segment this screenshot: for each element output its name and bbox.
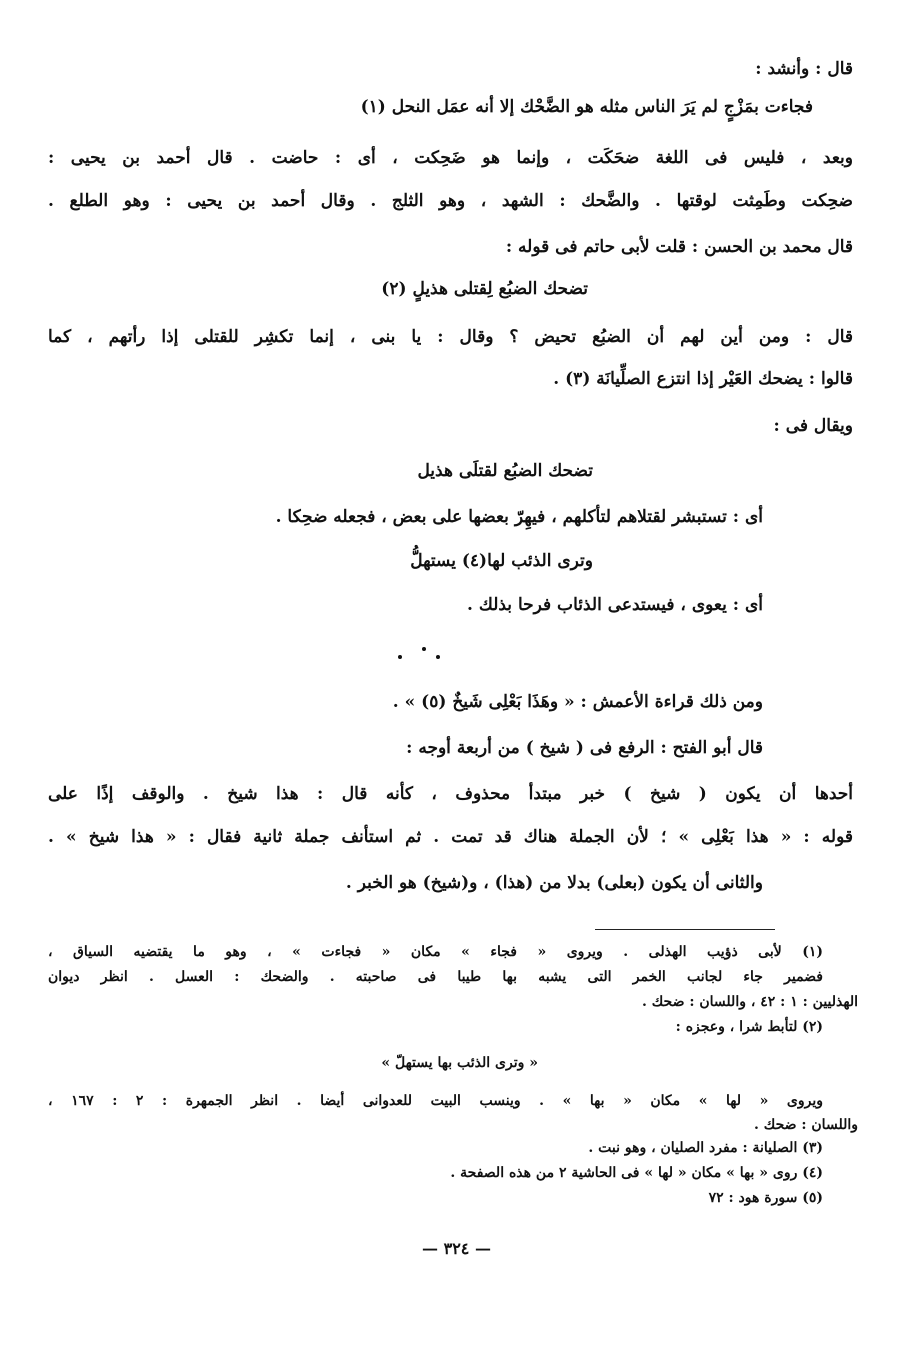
text-line: أى : تستبشر لقتلاهم لتأكلهم ، فيهِرّ بعضها على بعض ، فجعله ضحِكا . — [275, 507, 763, 527]
section-separator — [390, 646, 450, 666]
text-line: وبعد ، فليس فى اللغة ضحَكَت ، وإنما هو ضَحِكت ، أى : حاضت . قال أحمد بن يحيى : — [48, 148, 853, 168]
footnote-line: واللسان : ضحك . — [754, 1117, 858, 1133]
footnote-line: (١) لأبى ذؤيب الهذلى . ويروى « فجاء » مكان « فجاءت » ، وهو ما يقتضيه السياق ، — [48, 944, 823, 960]
text-line: ضحِكت وطَمِثت لوقتها . والضَّحك : الشهد ، وهو الثلج . وقال أحمد بن يحيى : وهو الطلع . — [48, 191, 853, 211]
text-line: قالوا : يضحك العَيْر إذا انتزع الصلِّيانَة (٣) . — [553, 369, 853, 389]
verse-line: فجاءت بمَزْجٍ لم يَرَ الناس مثله هو الضَّحْك إلا أنه عمَل النحل (١) — [360, 97, 813, 117]
verse-line: تضحك الضبُع لِقتلى هذيلٍ (٢) — [381, 279, 588, 299]
footnote-line: الهذليين : ١ : ٤٢ ، واللسان : ضحك . — [642, 994, 858, 1010]
text-line: قال محمد بن الحسن : قلت لأبى حاتم فى قوله : — [505, 237, 853, 257]
text-line: قال : ومن أين لهم أن الضبُع تحيض ؟ وقال : يا بنى ، إنما تكشِر للقتلى إذا رأتهم ، كما — [48, 327, 853, 347]
footnote-verse: « وترى الذئب بها يستهلّ » — [381, 1055, 538, 1071]
verse-line: تضحك الضبُع لقتلَى هذيل — [417, 461, 593, 481]
footnote-line: (٥) سورة هود : ٧٢ — [708, 1190, 823, 1206]
footnote-line: (٣) الصليانة : مفرد الصليان ، وهو نبت . — [588, 1140, 823, 1156]
text-line: ومن ذلك قراءة الأعمش : « وهَذَا بَعْلِى شَيخٌ (٥) » . — [392, 692, 763, 712]
footnote-line: (٤) روى « بها » مكان « لها » فى الحاشية ٢ من هذه الصفحة . — [450, 1165, 823, 1181]
footnote-line: فضمير جاء لجانب الخمر التى يشبه بها طيبا فى صاحبته . والضحك : العسل . انظر ديوان — [48, 969, 823, 985]
page-number: — ٣٢٤ — — [422, 1239, 491, 1258]
verse-line: وترى الذئب لها(٤) يستهلُّ — [410, 551, 593, 571]
text-line: أى : يعوى ، فيستدعى الذئاب فرحا بذلك . — [467, 595, 763, 615]
footnote-line: ويروى « لها » مكان « بها » . وينسب البيت للعدوانى أيضا . انظر الجمهرة : ٢ : ١٦٧ ، — [48, 1093, 823, 1109]
footnote-separator — [595, 929, 775, 930]
text-line: والثانى أن يكون (بعلى) بدلا من (هذا) ، و(شيخ) هو الخبر . — [345, 873, 763, 893]
text-line: أحدها أن يكون ( شيخ ) خبر مبتدأ محذوف ، كأنه قال : هذا شيخ . والوقف إذًا على — [48, 784, 853, 804]
text-line: ويقال فى : — [773, 416, 853, 436]
text-line: قوله : « هذا بَعْلِى » ؛ لأن الجملة هناك قد تمت . ثم استأنف جملة ثانية فقال : « هذا شيخ » . — [48, 827, 853, 847]
text-line: قال أبو الفتح : الرفع فى ( شيخ ) من أربعة أوجه : — [406, 738, 763, 758]
footnote-line: (٢) لتأبط شرا ، وعجزه : — [675, 1019, 823, 1035]
text-line: قال : وأنشد : — [755, 59, 853, 79]
